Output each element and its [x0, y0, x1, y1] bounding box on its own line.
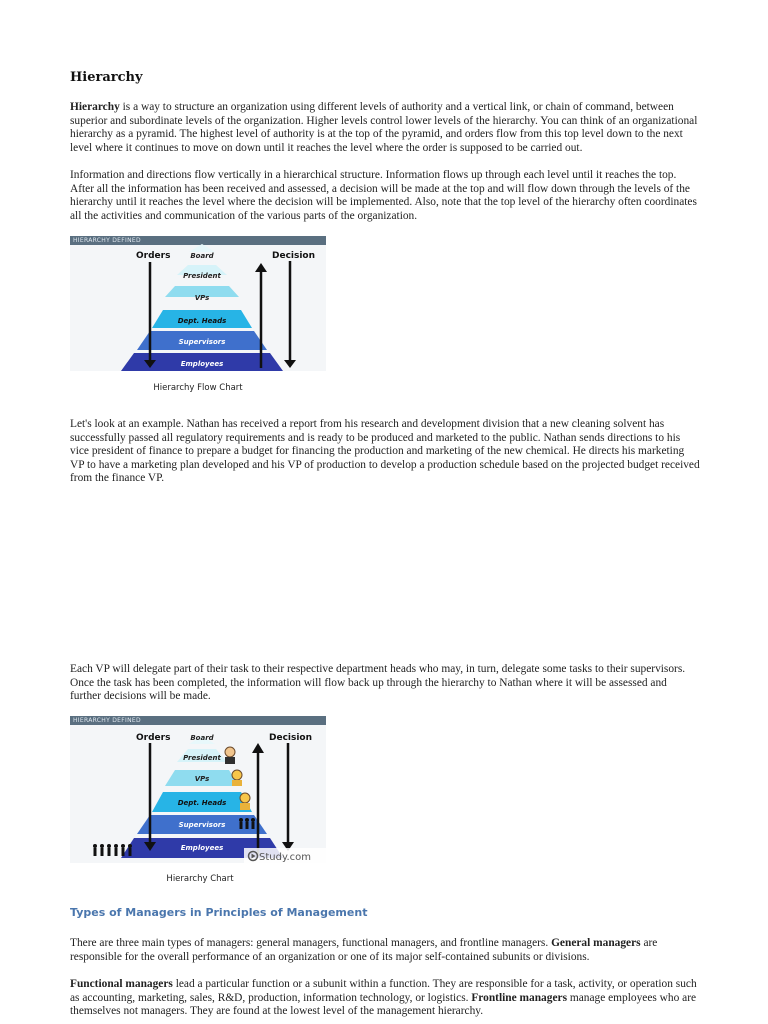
- figure2-caption: Hierarchy Chart: [166, 874, 234, 884]
- info-up-arrow-head: [252, 743, 264, 753]
- paragraph-hierarchy-definition: [70, 101, 700, 155]
- figure-band-label: HIERARCHY DEFINED: [70, 716, 326, 725]
- supervisor-people-icons: [239, 818, 255, 829]
- paragraph-manager-types: [70, 937, 700, 964]
- decision-label: Decision: [272, 251, 316, 261]
- paragraph-information-flow: Information and directions flow vertically in a hierarchical structure. Information flows up through each level until it reaches the top. After all the information has been received and assessed, a decision will be made at the top and will flow down through the levels of the hierarchy until it reaches the level where the decision will be implemented. Also, note that the top level of the hierarchy often coordinates all the activities and communication of the various parts of the organization.: [70, 169, 697, 222]
- section-subheading: Types of Managers in Principles of Management: [70, 906, 368, 919]
- figure-band-label: HIERARCHY DEFINED: [70, 236, 326, 245]
- vp-person-body: [232, 780, 242, 786]
- level-label-president: President: [183, 272, 221, 280]
- hierarchy-flow-chart-figure: [70, 236, 326, 371]
- president-person-icon: [225, 747, 235, 757]
- level-label-president: President: [183, 754, 221, 762]
- study-watermark: Study.com: [259, 852, 311, 863]
- level-label-board: Board: [190, 734, 214, 742]
- level-label-board: Board: [190, 252, 214, 260]
- level-label-employees: Employees: [180, 844, 224, 852]
- hierarchy-chart-figure: [70, 716, 326, 863]
- hierarchy-pyramid-diagram: [70, 236, 326, 371]
- pyramid-tip: [189, 244, 215, 252]
- level-label-dept-heads: Dept. Heads: [177, 799, 227, 807]
- figure1-caption: Hierarchy Flow Chart: [153, 383, 243, 393]
- paragraph-text: is a way to structure an organization using different levels of authority and a vertical link, or chain of command, between superior and subordinate levels of the organization. Higher levels control lower levels of the hierarchy. You can think of an organizational hierarchy as a pyramid. The highest level of authority is at the top of the pyramid, and orders flow from this top level down to the next level where it continues to move on down until it reaches the level where the order is supposed to be carried out.: [70, 101, 698, 154]
- paragraph-functional-frontline: [70, 978, 700, 1019]
- decision-label: Decision: [269, 733, 313, 743]
- paragraph-example: Let's look at an example. Nathan has received a report from his research and development division that a new cleaning solvent has successfully passed all regulatory requirements and is ready to be produced and marketed to the public. Nathan sends directions to his vice president of finance to prepare a budget for financing the production and marketing of the new chemical. He directs his marketing VP to have a marketing plan developed and his VP of production to develop a production schedule based on the projected budget received from the finance VP.: [70, 418, 700, 485]
- level-label-supervisors: Supervisors: [178, 338, 226, 346]
- bold-term: Frontline managers: [471, 991, 567, 1004]
- dept-head-person-body: [240, 803, 250, 810]
- president-person-body: [225, 757, 235, 764]
- level-label-vps: VPs: [194, 775, 210, 783]
- orders-label: Orders: [136, 251, 171, 261]
- level-label-employees: Employees: [180, 360, 224, 368]
- bold-term: General managers: [551, 937, 641, 949]
- paragraph-delegation: Each VP will delegate part of their task to their respective department heads who may, in turn, delegate some tasks to their supervisors. Once the task has been completed, the information will flow back up through the hierarchy to Nathan where it will be assessed and further decisions will be made.: [70, 663, 686, 703]
- bold-term: Hierarchy: [70, 101, 120, 113]
- orders-label: Orders: [136, 733, 171, 743]
- paragraph-text: lead a particular function or a subunit within a function. They are responsible for a task, activity, or operation such as accounting, marketing, sales, R&D, production, information technology, or logistics.: [70, 978, 697, 1004]
- dept-head-person-icon: [240, 793, 250, 803]
- level-label-supervisors: Supervisors: [178, 821, 226, 829]
- info-up-arrow-head: [255, 263, 267, 272]
- page-title: Hierarchy: [70, 70, 143, 85]
- hierarchy-pyramid-diagram-people: [70, 716, 326, 863]
- level-label-vps: VPs: [194, 294, 210, 302]
- bold-term: Functional managers: [70, 978, 173, 990]
- decision-arrow-head: [284, 360, 296, 368]
- level-label-dept-heads: Dept. Heads: [177, 317, 227, 325]
- vp-person-icon: [232, 770, 242, 780]
- paragraph-text: are responsible for the overall performance of an organization or one of its major self-contained subunits or divisions.: [70, 937, 658, 963]
- paragraph-text: manage employees who are themselves not managers. They are found at the lowest level of the management hierarchy.: [70, 991, 697, 1018]
- paragraph-text: There are three main types of managers: general managers, functional managers, and frontline managers.: [70, 937, 552, 949]
